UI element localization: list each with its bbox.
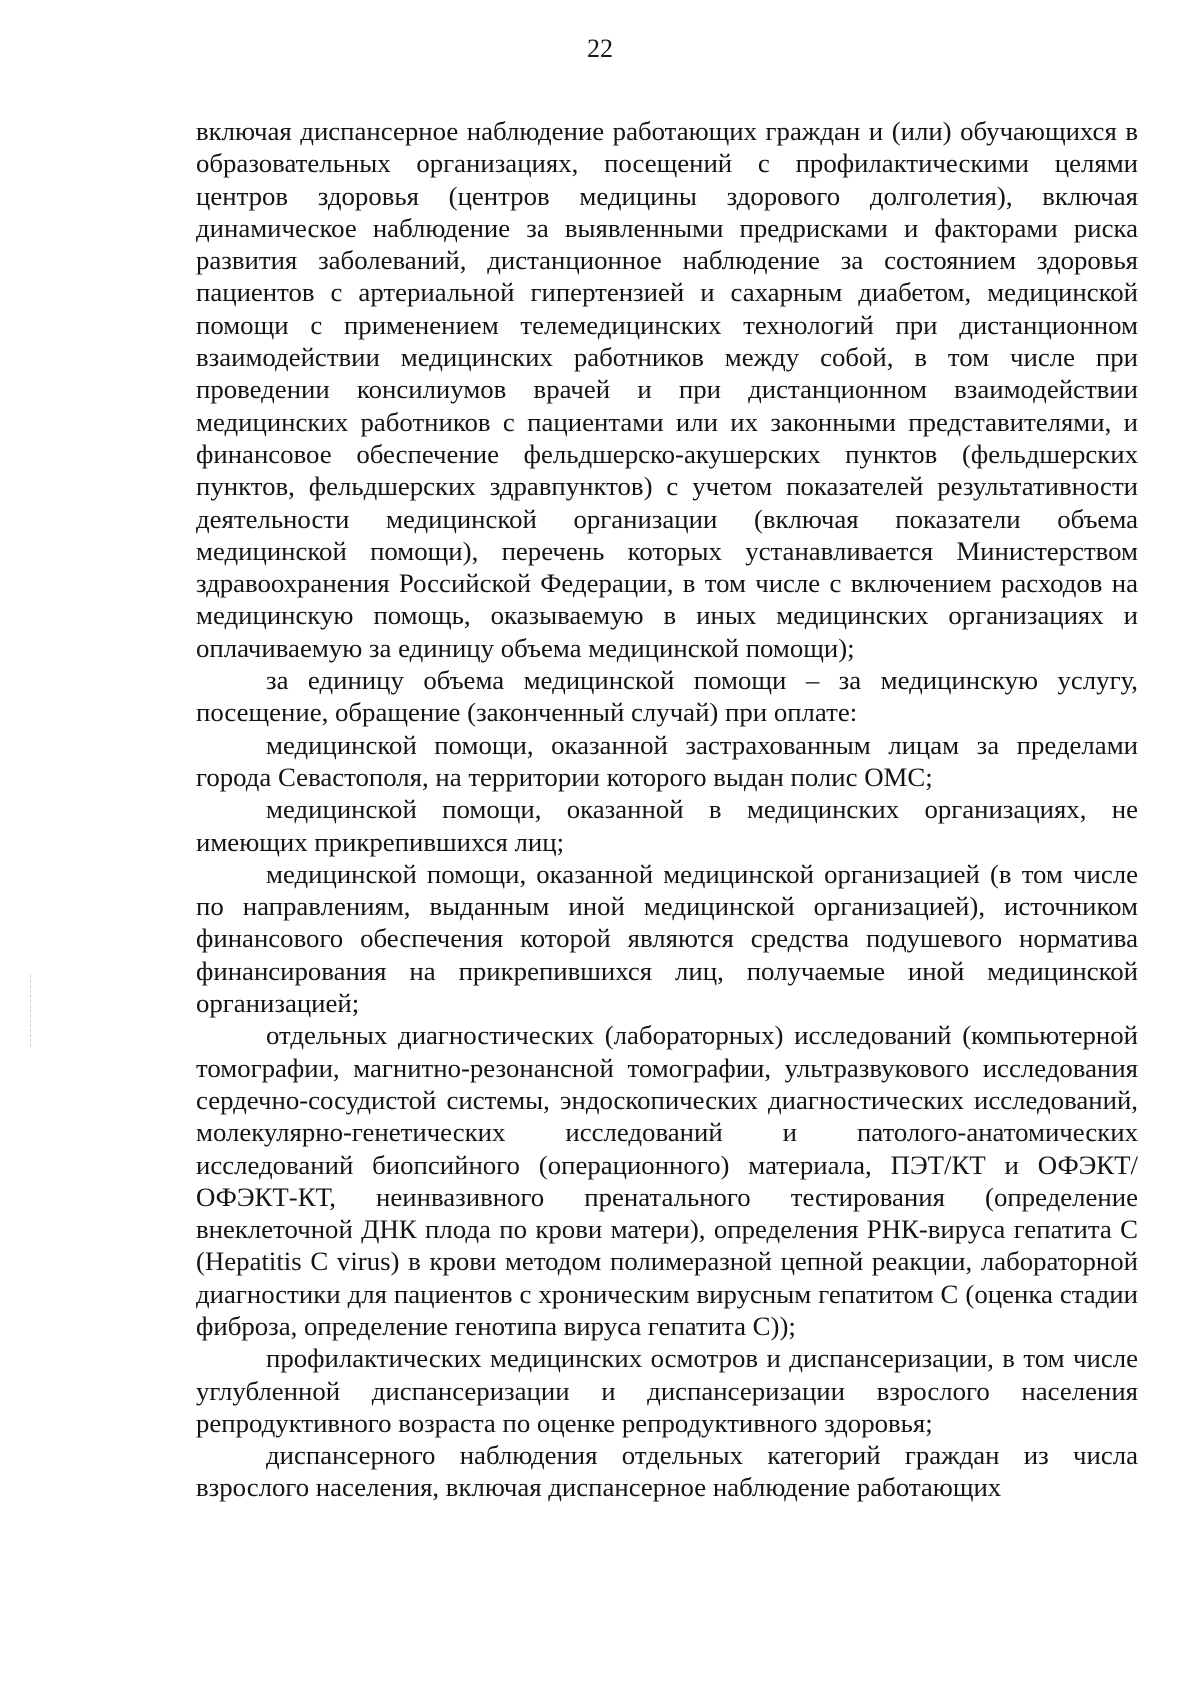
paragraph-outside-sevastopol: медицинской помощи, оказанной застрахованным лицам за пределами города Севастополя, на территории которого выдан полис ОМС;: [196, 729, 1138, 792]
page-number: 22: [587, 34, 613, 63]
paragraph-referral-other-organization: медицинской помощи, оказанной медицинской организацией (в том числе по направлениям, выданным иной медицинской организацией), источником финансового обеспечения которой являются средства подушевого норматива финансирования на прикрепившихся лиц, получаемые иной медицинской организацией;: [196, 858, 1138, 1019]
document-body: [196, 115, 1138, 1504]
paragraph-funding-continuation: включая диспансерное наблюдение работающих граждан и (или) обучающихся в образовательных организациях, посещений с профилактическими целями центров здоровья (центров медицины здорового долголетия), включая динамическое наблюдение за выявленными предрисками и факторами риска развития заболеваний, дистанционное наблюдение за состоянием здоровья пациентов с артериальной гипертензией и сахарным диабетом, медицинской помощи с применением телемедицинских технологий при дистанционном взаимодействии медицинских работников между собой, в том числе при проведении консилиумов врачей и при дистанционном взаимодействии медицинских работников с пациентами или их законными представителями, и финансовое обеспечение фельдшерско-акушерских пунктов (фельдшерских пунктов, фельдшерских здравпунктов) с учетом показателей результативности деятельности медицинской организации (включая показатели объема медицинской помощи), перечень которых устанавливается Министерством здравоохранения Российской Федерации, в том числе с включением расходов на медицинскую помощь, оказываемую в иных медицинских организациях и оплачиваемую за единицу объема медицинской помощи);: [196, 116, 1138, 663]
paragraph-dispensary-observation: диспансерного наблюдения отдельных категорий граждан из числа взрослого населения, включая диспансерное наблюдение работающих: [196, 1440, 1138, 1503]
scan-margin-mark: [30, 975, 32, 1047]
paragraph-per-unit-payment: за единицу объема медицинской помощи – за медицинскую услугу, посещение, обращение (законченный случай) при оплате:: [196, 665, 1138, 728]
paragraph-diagnostic-studies: отдельных диагностических (лабораторных) исследований (компьютерной томографии, магнитно-резонансной томографии, ультразвукового исследования сердечно-сосудистой системы, эндоскопических диагностических исследований, молекулярно-генетических исследований и патолого-анатомических исследований биопсийного (операционного) материала, ПЭТ/КТ и ОФЭКТ/ОФЭКТ-КТ, неинвазивного пренатального тестирования (определение внеклеточной ДНК плода по крови матери), определения РНК-вируса гепатита С (Hepatitis C virus) в крови методом полимеразной цепной реакции, лабораторной диагностики для пациентов с хроническим вирусным гепатитом С (оценка стадии фиброза, определение генотипа вируса гепатита С));: [196, 1020, 1138, 1341]
paragraph-preventive-examinations: профилактических медицинских осмотров и диспансеризации, в том числе углубленной диспансеризации и диспансеризации взрослого населения репродуктивного возраста по оценке репродуктивного здоровья;: [196, 1343, 1138, 1438]
paragraph-no-attached-persons: медицинской помощи, оказанной в медицинских организациях, не имеющих прикрепившихся лиц;: [196, 794, 1138, 857]
